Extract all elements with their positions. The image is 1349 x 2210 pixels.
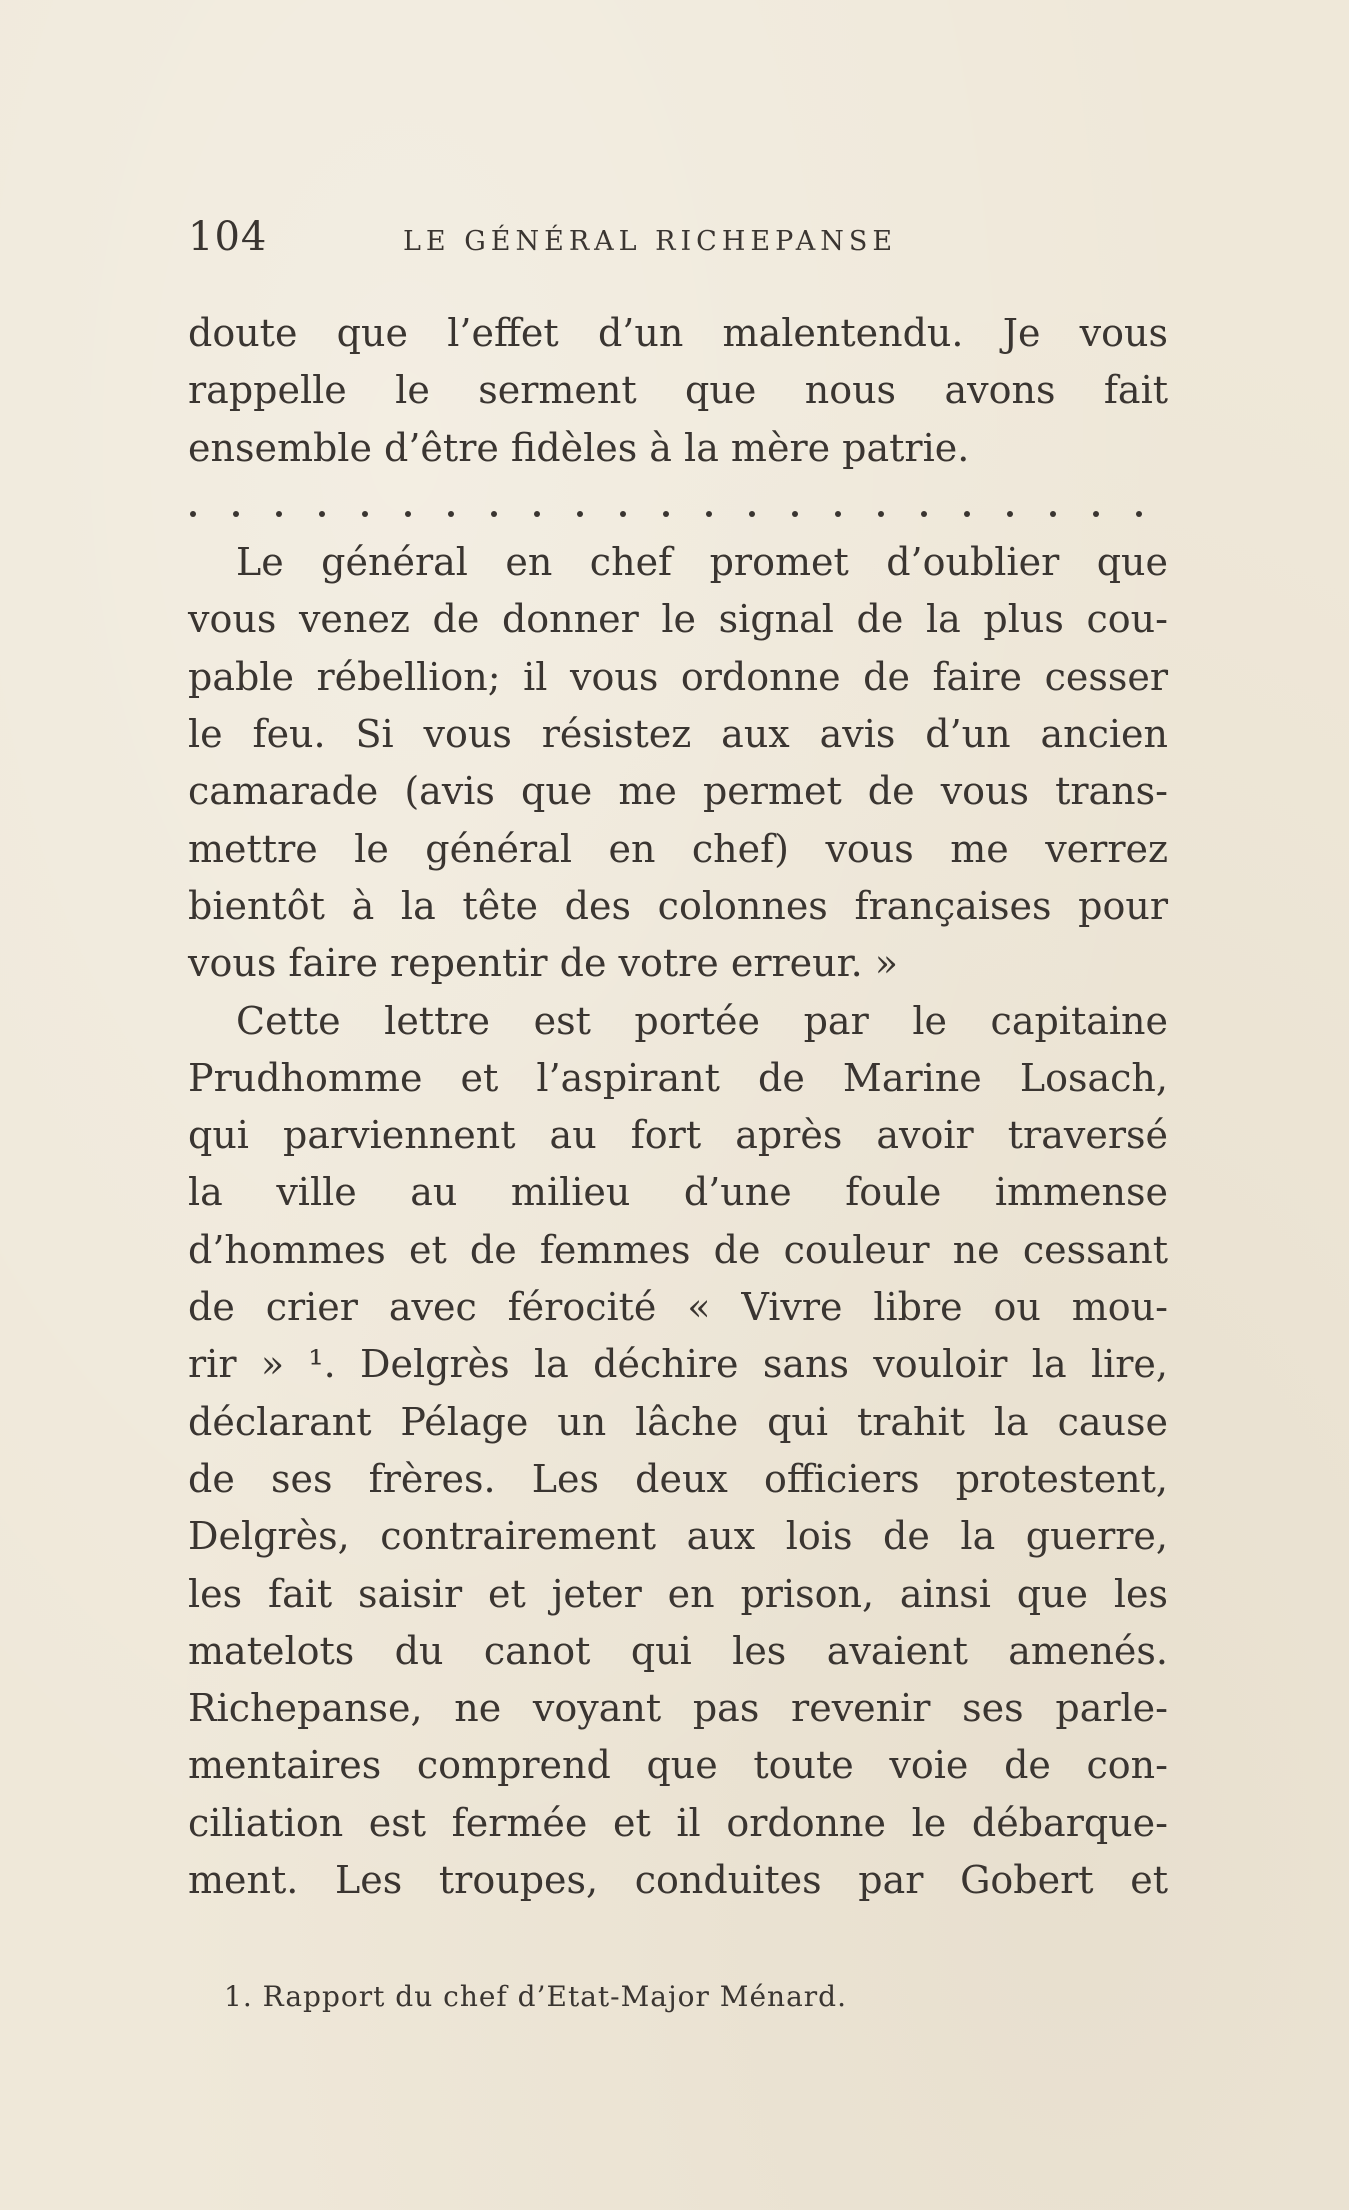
separator-dot xyxy=(1007,511,1013,517)
text-line: mentaires comprend que toute voie de con- xyxy=(188,1743,1168,1788)
text-line: matelots du canot qui les avaient amenés. xyxy=(188,1628,1168,1673)
ellipsis-separator xyxy=(188,477,1168,534)
text-line: ment. Les troupes, conduites par Gobert et xyxy=(188,1858,1168,1903)
text-line: vous venez de donner le signal de la plus cou- xyxy=(188,597,1168,642)
separator-dot xyxy=(620,511,626,517)
text-line: rir » ¹. Delgrès la déchire sans vouloir la lire, xyxy=(188,1342,1168,1387)
text-line: Le général en chef promet d’oublier que xyxy=(236,540,1168,585)
separator-dot xyxy=(1093,511,1099,517)
text-line: Richepanse, ne voyant pas revenir ses parle- xyxy=(188,1686,1168,1731)
running-title: LE GÉNÉRAL RICHEPANSE xyxy=(403,226,898,257)
separator-dot xyxy=(921,511,927,517)
footnote: 1. Rapport du chef d’Etat-Major Ménard. xyxy=(224,1980,847,2013)
text-line: les fait saisir et jeter en prison, ainsi que les xyxy=(188,1571,1168,1616)
separator-dot xyxy=(1136,511,1142,517)
separator-dot xyxy=(792,511,798,517)
text-line: le feu. Si vous résistez aux avis d’un ancien xyxy=(188,712,1168,757)
separator-dot xyxy=(706,511,712,517)
separator-dot xyxy=(233,511,239,517)
text-line: de crier avec férocité « Vivre libre ou mou- xyxy=(188,1285,1168,1330)
page-number: 104 xyxy=(188,214,268,260)
text-line: doute que l’effet d’un malentendu. Je vous xyxy=(188,311,1168,355)
separator-dot xyxy=(448,511,454,517)
separator-dot xyxy=(1050,511,1056,517)
text-line: d’hommes et de femmes de couleur ne cessant xyxy=(188,1227,1168,1272)
separator-dot xyxy=(663,511,669,517)
separator-dot xyxy=(878,511,884,517)
separator-dot xyxy=(276,511,282,517)
separator-dot xyxy=(190,511,196,517)
text-line: Prudhomme et l’aspirant de Marine Losach, xyxy=(188,1055,1168,1100)
text-line: déclarant Pélage un lâche qui trahit la cause xyxy=(188,1399,1168,1444)
text-line: camarade (avis que me permet de vous trans- xyxy=(188,769,1168,814)
text-line: Cette lettre est portée par le capitaine xyxy=(236,998,1168,1043)
separator-dot xyxy=(319,511,325,517)
text-line: de ses frères. Les deux officiers protestent, xyxy=(188,1456,1168,1501)
text-line: bientôt à la tête des colonnes françaises pour xyxy=(188,883,1168,928)
page-header xyxy=(188,214,1168,274)
body-text xyxy=(188,305,1168,1909)
text-line: ensemble d’être fidèles à la mère patrie. xyxy=(188,425,970,470)
text-line: qui parviennent au fort après avoir traversé xyxy=(188,1113,1168,1158)
text-line: pable rébellion; il vous ordonne de faire cesser xyxy=(188,654,1168,699)
text-line: ciliation est fermée et il ordonne le débarque- xyxy=(188,1800,1168,1845)
text-line: mettre le général en chef) vous me verrez xyxy=(188,826,1168,871)
separator-dot xyxy=(405,511,411,517)
text-line: vous faire repentir de votre erreur. » xyxy=(188,941,899,986)
text-line: la ville au milieu d’une foule immense xyxy=(188,1170,1168,1215)
separator-dot xyxy=(534,511,540,517)
text-line: Delgrès, contrairement aux lois de la guerre, xyxy=(188,1514,1168,1559)
separator-dot xyxy=(577,511,583,517)
separator-dot xyxy=(749,511,755,517)
separator-dot xyxy=(491,511,497,517)
separator-dot xyxy=(362,511,368,517)
text-line: rappelle le serment que nous avons fait xyxy=(188,368,1168,413)
separator-dot xyxy=(835,511,841,517)
separator-dot xyxy=(964,511,970,517)
